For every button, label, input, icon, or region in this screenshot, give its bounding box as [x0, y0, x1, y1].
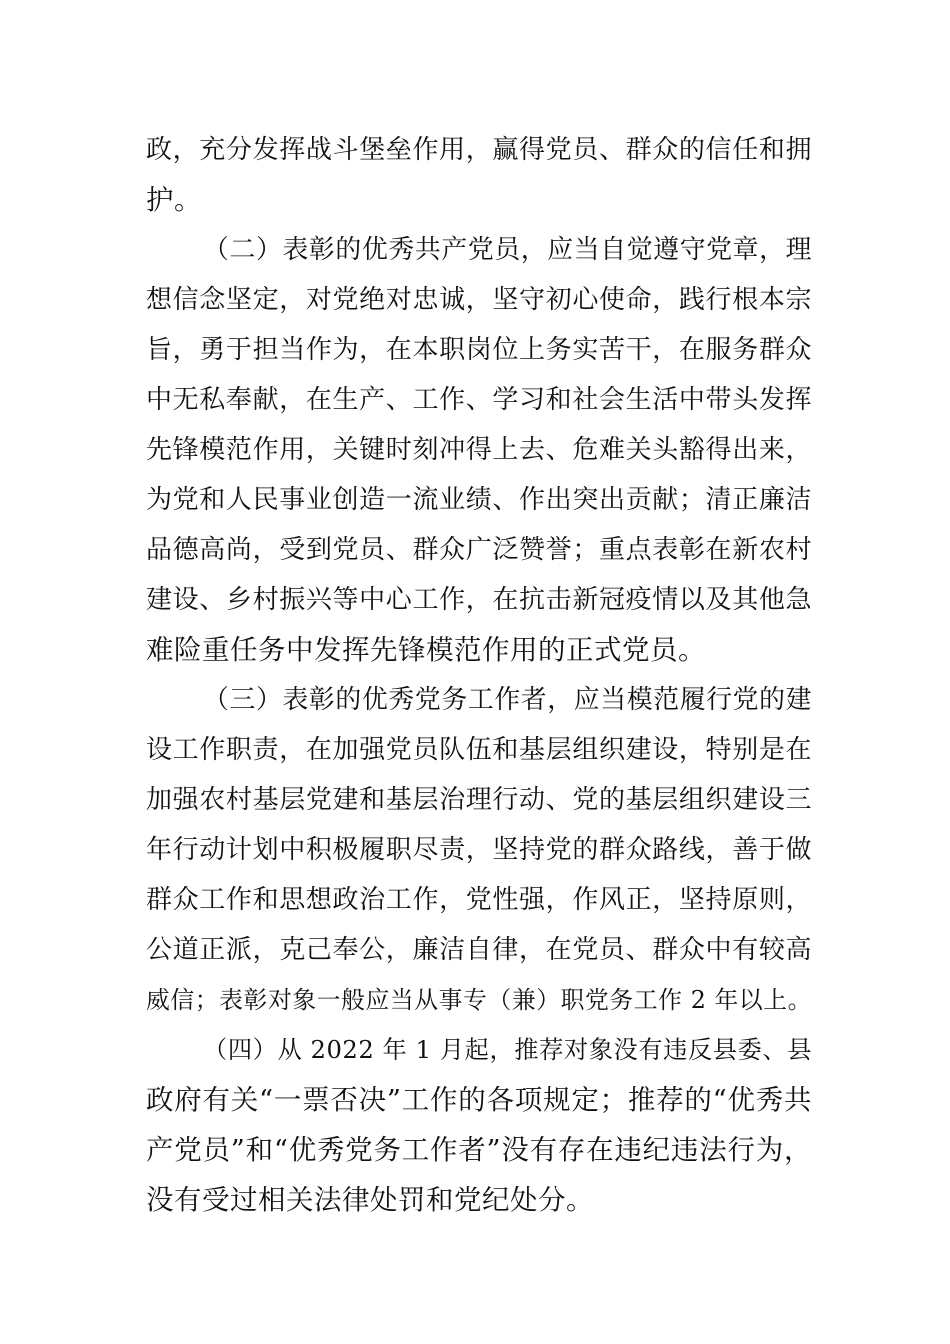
text-line: 建设、乡村振兴等中心工作，在抗击新冠疫情以及其他急 [146, 585, 812, 615]
text-line: 难险重任务中发挥先锋模范作用的正式党员。 [146, 634, 706, 666]
text-line: 设工作职责，在加强党员队伍和基层组织建设，特别是在 [146, 735, 812, 765]
text-line: 产党员”和“优秀党务工作者”没有存在违纪违法行为， [146, 1134, 812, 1166]
text-line: 威信；表彰对象一般应当从事专（兼）职党务工作 2 年以上。 [146, 986, 812, 1014]
text-line: 旨，勇于担当作为，在本职岗位上务实苦干，在服务群众 [146, 335, 812, 365]
paragraph-3-start-line: （三）表彰的优秀党务工作者，应当模范履行党的建 [203, 685, 812, 715]
text-line: 先锋模范作用，关键时刻冲得上去、危难关头豁得出来， [146, 435, 812, 465]
text-line: 政府有关“一票否决”工作的各项规定；推荐的“优秀共 [146, 1084, 812, 1116]
text-line: 年行动计划中积极履职尽责，坚持党的群众路线，善于做 [146, 835, 812, 865]
text-line: 护。 [146, 184, 202, 216]
text-line: 群众工作和思想政治工作，党性强，作风正，坚持原则， [146, 885, 812, 915]
text-line: 想信念坚定，对党绝对忠诚，坚守初心使命，践行根本宗 [146, 285, 812, 315]
text-line: 加强农村基层党建和基层治理行动、党的基层组织建设三 [146, 785, 812, 815]
paragraph-2-start-line: （二）表彰的优秀共产党员，应当自觉遵守党章，理 [203, 235, 812, 265]
text-line: 中无私奉献，在生产、工作、学习和社会生活中带头发挥 [146, 385, 812, 415]
text-line: 品德高尚，受到党员、群众广泛赞誉；重点表彰在新农村 [146, 535, 812, 565]
text-line: 为党和人民事业创造一流业绩、作出突出贡献；清正廉洁 [146, 485, 812, 515]
document-body-text [146, 125, 812, 1225]
paragraph-4-start-line: （四）从 2022 年 1 月起，推荐对象没有违反县委、县 [203, 1035, 812, 1064]
text-line: 没有受过相关法律处罚和党纪处分。 [146, 1184, 594, 1216]
text-line: 政，充分发挥战斗堡垒作用，赢得党员、群众的信任和拥 [146, 135, 812, 165]
text-line: 公道正派，克己奉公，廉洁自律，在党员、群众中有较高 [146, 935, 812, 965]
